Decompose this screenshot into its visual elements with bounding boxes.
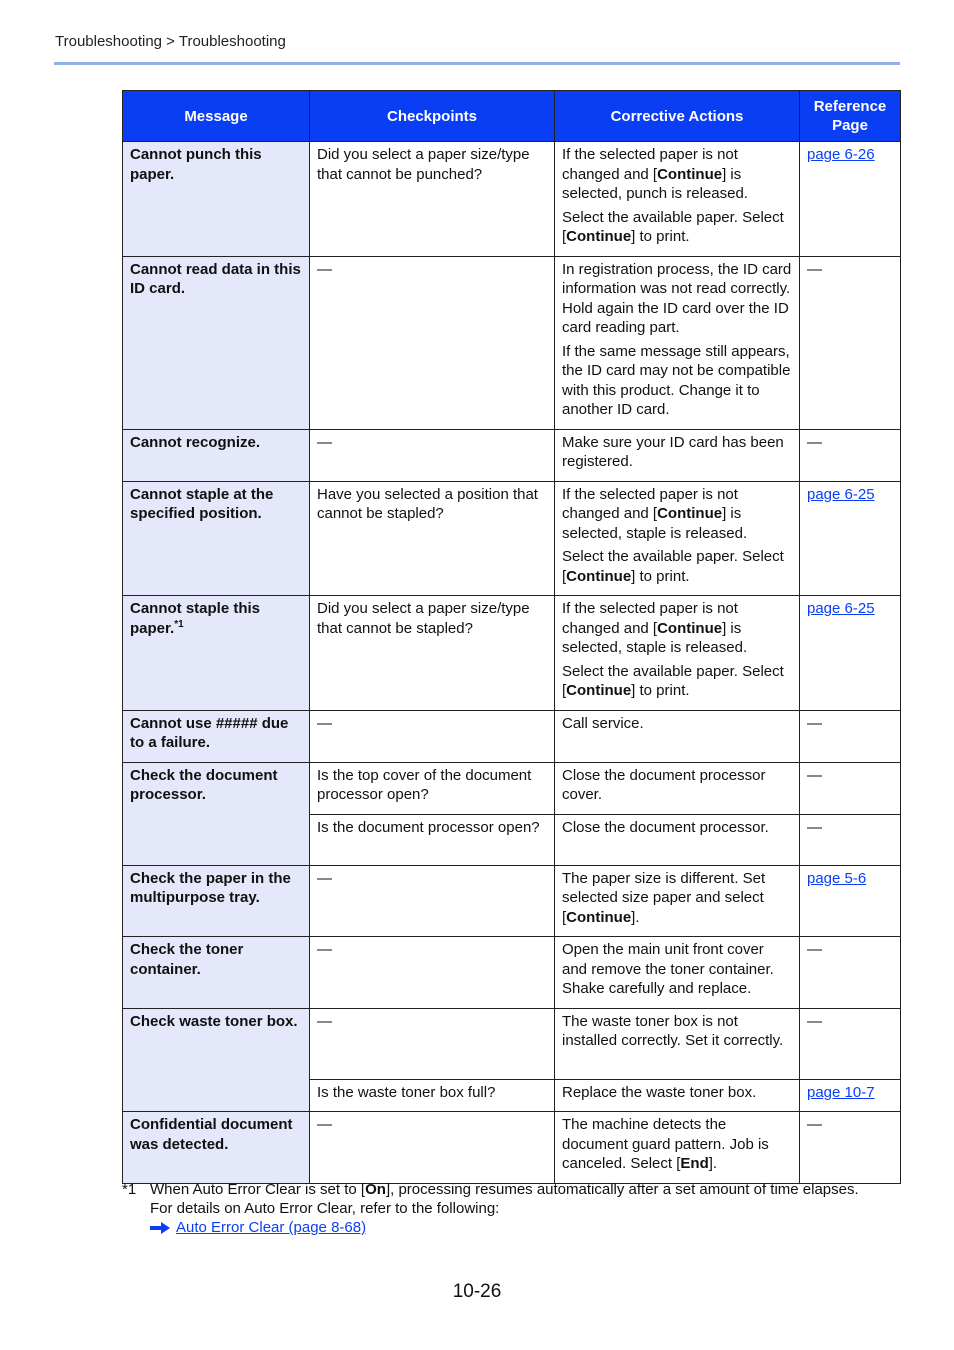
table-row <box>123 937 901 1009</box>
message-cell: Check the document processor. <box>123 762 310 865</box>
action-cell: Close the document processor cover. <box>555 762 800 814</box>
message-cell: Cannot staple this paper.$^{*1}$ <box>123 596 310 711</box>
reference-cell: — <box>800 429 901 481</box>
reference-cell <box>800 1079 901 1112</box>
checkpoint-cell: Did you select a paper size/type that cannot be punched? <box>310 142 555 257</box>
reference-cell: — <box>800 937 901 1009</box>
action-cell <box>555 481 800 596</box>
footnote-ref: *1 <box>174 618 184 630</box>
table-row <box>123 481 901 596</box>
action-text: Select the available paper. Select [Continue] to print. <box>562 548 784 585</box>
reference-cell <box>800 865 901 937</box>
page-number: 10-26 <box>452 1281 502 1302</box>
message-cell: Cannot punch this paper. <box>123 142 310 257</box>
table-row <box>123 1008 901 1079</box>
reference-link[interactable]: page 6-26 <box>807 146 875 163</box>
reference-cell: — <box>800 762 901 814</box>
action-cell <box>555 596 800 711</box>
reference-cell <box>800 142 901 257</box>
header-checkpoints: Checkpoints <box>310 91 555 142</box>
action-text: Select the available paper. Select [Continue] to print. <box>562 662 784 699</box>
message-cell: Cannot staple at the specified position. <box>123 481 310 596</box>
action-cell: The paper size is different. Set selected size paper and select [Continue]. <box>555 865 800 937</box>
reference-link[interactable]: page 5-6 <box>807 869 867 887</box>
footnote-link-row <box>150 1218 882 1237</box>
action-cell <box>555 256 800 429</box>
action-cell: Call service. <box>555 710 800 762</box>
action-cell: Close the document processor. <box>555 814 800 865</box>
footnote <box>122 1180 882 1237</box>
message-cell: Check waste toner box. <box>123 1008 310 1112</box>
action-cell: Make sure your ID card has been registered. <box>555 429 800 481</box>
header-message: Message <box>123 91 310 142</box>
footnote-text: When Auto Error Clear is set to [On], processing resumes automatically after a set amount of time elapses. For details on Auto Error Clear, refer to the following: <box>150 1181 859 1217</box>
breadcrumb: Troubleshooting > Troubleshooting <box>55 33 286 50</box>
header-rule <box>54 62 900 65</box>
reference-cell <box>800 481 901 596</box>
reference-cell <box>800 596 901 711</box>
auto-error-clear-link[interactable]: Auto Error Clear (page 8-68) <box>176 1219 367 1236</box>
checkpoint-cell: — <box>310 256 555 429</box>
checkpoint-cell: Is the waste toner box full? <box>310 1079 555 1112</box>
action-text: In registration process, the ID card information was not read correctly. Hold again the ID card over the ID card reading part. <box>562 260 792 336</box>
action-text: If the same message still appears, the ID card may not be compatible with this product. Change it to another ID card. <box>562 342 791 418</box>
troubleshooting-table <box>122 90 901 1184</box>
reference-cell: — <box>800 710 901 762</box>
table-row <box>123 142 901 257</box>
message-cell: Cannot use ##### due to a failure. <box>123 710 310 762</box>
action-cell <box>555 142 800 257</box>
checkpoint-cell: — <box>310 1112 555 1184</box>
action-text: Select the available paper. Select [Continue] to print. <box>562 208 784 245</box>
table-row <box>123 1112 901 1184</box>
reference-cell: — <box>800 256 901 429</box>
checkpoint-cell: Is the top cover of the document processor open? <box>310 762 555 814</box>
action-text: If the selected paper is not changed and [Continue] is selected, staple is released. <box>562 485 748 542</box>
checkpoint-cell: — <box>310 937 555 1009</box>
reference-link[interactable]: page 6-25 <box>807 600 875 617</box>
message-cell: Confidential document was detected. <box>123 1112 310 1184</box>
table-row <box>123 710 901 762</box>
footnote-mark: *1 <box>122 1181 137 1198</box>
checkpoint-cell: — <box>310 1008 555 1079</box>
action-cell: The machine detects the document guard pattern. Job is canceled. Select [End]. <box>555 1112 800 1184</box>
table-row <box>123 596 901 711</box>
checkpoint-cell: — <box>310 865 555 937</box>
checkpoint-cell: Did you select a paper size/type that cannot be stapled? <box>310 596 555 711</box>
action-text: If the selected paper is not changed and [Continue] is selected, punch is released. <box>562 146 748 202</box>
header-reference-page: Reference Page <box>800 91 901 142</box>
checkpoint-cell: — <box>310 429 555 481</box>
checkpoint-cell: Is the document processor open? <box>310 814 555 865</box>
reference-link[interactable]: page 10-7 <box>807 1083 875 1101</box>
action-cell: Replace the waste toner box. <box>555 1079 800 1112</box>
table-header-row <box>123 91 901 142</box>
arrow-right-icon <box>150 1222 170 1234</box>
message-cell: Cannot read data in this ID card. <box>123 256 310 429</box>
message-cell: Check the toner container. <box>123 937 310 1009</box>
table-row <box>123 429 901 481</box>
table-row <box>123 865 901 937</box>
header-corrective-actions: Corrective Actions <box>555 91 800 142</box>
action-text: If the selected paper is not changed and [Continue] is selected, staple is released. <box>562 600 748 656</box>
action-cell: The waste toner box is not installed correctly. Set it correctly. <box>555 1008 800 1079</box>
checkpoint-cell: — <box>310 710 555 762</box>
message-cell: Check the paper in the multipurpose tray. <box>123 865 310 937</box>
message-cell: Cannot recognize. <box>123 429 310 481</box>
table-row <box>123 256 901 429</box>
table-row <box>123 762 901 814</box>
checkpoint-cell: Have you selected a position that cannot be stapled? <box>310 481 555 596</box>
reference-link[interactable]: page 6-25 <box>807 485 875 503</box>
action-cell: Open the main unit front cover and remove the toner container. Shake carefully and replace. <box>555 937 800 1009</box>
reference-cell: — <box>800 814 901 865</box>
reference-cell: — <box>800 1112 901 1184</box>
reference-cell: — <box>800 1008 901 1079</box>
